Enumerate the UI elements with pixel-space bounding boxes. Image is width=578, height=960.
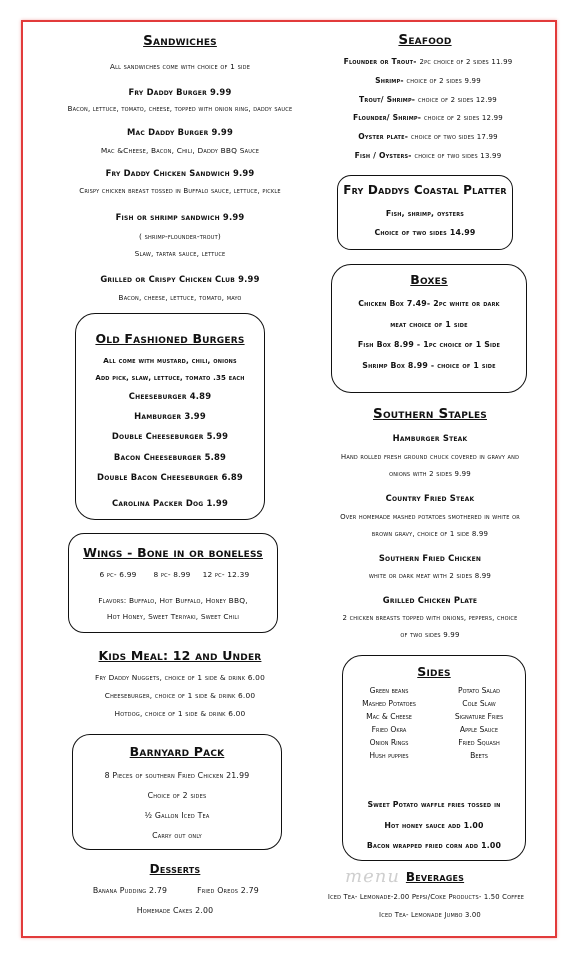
dessert-item: Banana Pudding 2.79 [92, 886, 168, 895]
menu-item-desc: Hand rolled fresh ground chuck covered in gravy and [340, 453, 520, 461]
menu-item-name: Grilled or Crispy Chicken Club 9.99 [100, 274, 260, 284]
boxes-line: Fish Box 8.99 - 1pc choice of 1 Side [357, 340, 501, 349]
menu-item-name: Hamburger 3.99 [134, 411, 206, 421]
menu-item-name: Cheeseburger 4.89 [128, 391, 212, 401]
seafood-item: Trout/ Shrimp- choice of 2 sides 12.99 [359, 95, 497, 104]
boxes-heading: Boxes [410, 272, 448, 287]
sides-extra: Hot honey sauce add 1.00 [384, 821, 484, 830]
kids-heading: Kids Meal: 12 and Under [98, 648, 262, 663]
seafood-item: Shrimp- choice of 2 sides 9.99 [375, 76, 481, 85]
barnyard-heading: Barnyard Pack [129, 744, 225, 759]
sandwiches-heading: Sandwiches [143, 33, 217, 49]
side-item: Fried Squash [458, 738, 500, 747]
dessert-item: Homemade Cakes 2.00 [136, 906, 214, 915]
side-item: Onion Rings [369, 738, 409, 747]
menu-item-desc: white or dark meat with 2 sides 8.99 [368, 572, 492, 580]
staples-heading: Southern Staples [373, 406, 487, 422]
boxes-line: Shrimp Box 8.99 - choice of 1 side [362, 361, 496, 370]
menu-item-name: Carolina Packer Dog 1.99 [112, 498, 228, 508]
wings-heading: Wings - Bone in or boneless [83, 545, 263, 560]
boxes-line: Chicken Box 7.49- 2pc white or dark [358, 299, 500, 308]
menu-item-desc: Mac &Cheese, Bacon, Chili, Daddy BBQ Sauce [100, 146, 260, 155]
menu-item-desc: ( shrimp-flounder-trout) [139, 232, 221, 241]
wings-price: 12 pc- 12.39 [202, 570, 250, 579]
menu-item-desc: brown gravy, choice of 1 side 8.99 [371, 530, 489, 538]
beverages-line: Iced Tea- Lemonade-2.00 Pepsi/Coke Products- 1.50 Coffee [327, 893, 525, 901]
menu-item-name: Bacon Cheeseburger 5.89 [113, 452, 227, 462]
beverages-line: Iced Tea- Lemonade Jumbo 3.00 [379, 911, 481, 919]
menu-item-name: Country Fried Steak [385, 493, 475, 503]
menu-item-name: Southern Fried Chicken [378, 553, 482, 563]
menu-item-name: Fry Daddy Chicken Sandwich 9.99 [105, 168, 255, 178]
beverages-heading: Beverages [405, 870, 465, 884]
menu-item-desc: Crispy chicken breast tossed in Buffalo sauce, lettuce, pickle [79, 187, 281, 195]
side-item: Mac & Cheese [366, 712, 412, 721]
menu-item-name: Hamburger Steak [392, 433, 468, 443]
side-item: Beets [470, 751, 488, 760]
barnyard-item: ½ Gallon Iced Tea [144, 811, 210, 820]
menu-item-desc: Slaw, tartar sauce, lettuce [134, 249, 226, 258]
sides-heading: Sides [417, 664, 451, 679]
side-item: Green beans [369, 686, 409, 695]
platter-line: Fish, shrimp, oysters [385, 209, 465, 218]
burgers-heading: Old Fashioned Burgers [95, 331, 245, 346]
menu-item-name: Fish or shrimp sandwich 9.99 [115, 212, 245, 222]
platter-heading: Fry Daddys Coastal Platter [343, 183, 507, 197]
wings-price: 8 pc- 8.99 [153, 570, 191, 579]
menu-item-desc: onions with 2 sides 9.99 [389, 470, 471, 478]
wings-flavors: Flavors: Buffalo, Hot Buffalo, Honey BBQ, [98, 596, 248, 605]
kids-item: Fry Daddy Nuggets, choice of 1 side & drink 6.00 [95, 673, 265, 682]
boxes-line: meat choice of 1 side [390, 320, 468, 329]
kids-item: Hotdog, choice of 1 side & drink 6.00 [114, 709, 246, 718]
side-item: Apple Sauce [459, 725, 499, 734]
menu-item-name: Double Cheeseburger 5.99 [111, 431, 229, 441]
burgers-note: Add pick, slaw, lettuce, tomato .35 each [95, 374, 245, 382]
platter-line: Choice of two sides 14.99 [374, 228, 476, 237]
dessert-item: Fried Oreos 2.79 [197, 886, 259, 895]
sides-extra: Bacon wrapped fried corn add 1.00 [366, 841, 502, 850]
kids-item: Cheeseburger, choice of 1 side & drink 6.00 [104, 691, 256, 700]
menu-item-name: Mac Daddy Burger 9.99 [127, 127, 233, 137]
menu-item-name: Grilled Chicken Plate [382, 595, 478, 605]
sides-extra: Sweet Potato waffle fries tossed in [367, 800, 501, 809]
menu-item-name: Fry Daddy Burger 9.99 [128, 87, 232, 97]
side-item: Hush puppies [369, 751, 409, 760]
side-item: Cole Slaw [462, 699, 496, 708]
wings-flavors: Hot Honey, Sweet Teriyaki, Sweet Chili [106, 612, 240, 621]
menu-item-desc: Bacon, lettuce, tomato, cheese, topped with onion ring, daddy sauce [67, 105, 293, 113]
barnyard-item: 8 Pieces of southern Fried Chicken 21.99 [104, 771, 250, 780]
side-item: Fried Okra [371, 725, 407, 734]
menu-item-desc: of two sides 9.99 [400, 631, 460, 639]
seafood-item: Flounder or Trout- 2pc choice of 2 sides 11.99 [343, 57, 513, 66]
side-item: Mashed Potatoes [362, 699, 416, 708]
sandwiches-subtitle: All sandwiches come with choice of 1 side [109, 62, 251, 71]
watermark-logo: menu [345, 866, 400, 887]
side-item: Potato Salad [457, 686, 501, 695]
side-item: Signature Fries [454, 712, 504, 721]
menu-item-name: Double Bacon Cheeseburger 6.89 [97, 472, 243, 482]
seafood-item: Oyster plate- choice of two sides 17.99 [358, 132, 498, 141]
menu-item-desc: Over homemade mashed potatoes smothered in white or [340, 513, 520, 521]
seafood-item: Fish / Oysters- choice of two sides 13.99 [354, 151, 502, 160]
menu-item-desc: 2 chicken breasts topped with onions, peppers, choice [342, 614, 518, 622]
wings-price: 6 pc- 6.99 [99, 570, 137, 579]
barnyard-item: Choice of 2 sides [147, 791, 207, 800]
barnyard-item: Carry out only [152, 831, 202, 840]
desserts-heading: Desserts [149, 862, 201, 876]
burgers-note: All come with mustard, chili, onions [103, 356, 237, 365]
sides-list [350, 686, 518, 760]
menu-item-desc: Bacon, cheese, lettuce, tomato, mayo [118, 293, 242, 302]
seafood-heading: Seafood [398, 32, 452, 48]
seafood-item: Flounder/ Shrimp- choice of 2 sides 12.99 [353, 113, 503, 122]
